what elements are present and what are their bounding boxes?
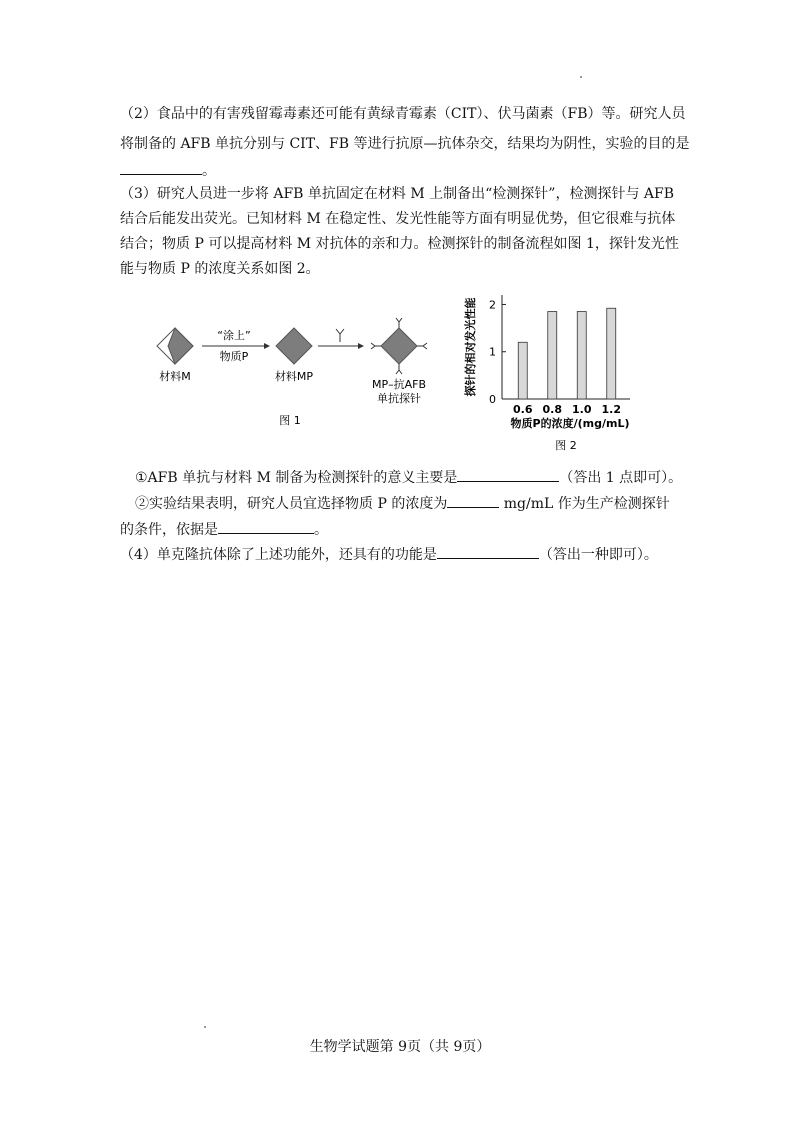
- arrow-label-bottom: 物质P: [219, 350, 249, 363]
- probe-diamond: [381, 328, 417, 364]
- q2-line-1: （2）食品中的有害残留霉毒素还可能有黄绿青霉素（CIT）、伏马菌素（FB）等。研究人员: [120, 106, 686, 122]
- chart-bar: [607, 308, 616, 399]
- q2-line-3: [120, 160, 216, 181]
- chart-y-tick-label: 1: [489, 345, 496, 359]
- answer-blank[interactable]: [437, 544, 539, 559]
- chart-y-tick-label: 2: [489, 298, 496, 312]
- chart-x-tick-label: 0.6: [513, 403, 533, 416]
- chart-x-tick-label: 0.8: [542, 403, 562, 416]
- scan-dot: [204, 1026, 206, 1028]
- chart-bar: [548, 312, 557, 399]
- figure-1-caption: 图 1: [279, 414, 301, 427]
- material-m-label: 材料M: [159, 370, 191, 383]
- q3-line-1: （3）研究人员进一步将 AFB 单抗固定在材料 M 上制备出“检测探针”，检测探针与 AFB: [120, 186, 675, 202]
- probe-label-2: 单抗探针: [377, 392, 421, 405]
- chart-x-tick-label: 1.0: [572, 403, 592, 416]
- chart-y-tick-label: 0: [489, 393, 496, 406]
- figure-2-chart: [460, 285, 650, 455]
- q3-line-4: 能与物质 P 的浓度关系如图 2。: [120, 261, 320, 277]
- material-m-diamond: [157, 328, 193, 364]
- probe-label-1: MP–抗AFB: [371, 378, 427, 391]
- q3-sub-2-unit: mg/mL 作为生产检测探针: [503, 496, 670, 512]
- antibody-icon: [336, 329, 344, 342]
- q3-sub-1: [135, 467, 682, 488]
- arrow-2-head: [358, 343, 364, 349]
- chart-xlabel: 物质P的浓度/(mg/mL): [510, 417, 630, 430]
- material-mp-label: 材料MP: [274, 370, 314, 383]
- q3-line-3: 结合；物质 P 可以提高材料 M 对抗体的亲和力。检测探针的制备流程如图 1，探针发光性: [120, 236, 679, 252]
- chart-ylabel: 探针的相对发光性能: [464, 297, 477, 397]
- material-mp-diamond: [276, 328, 312, 364]
- q3-sub-2: [135, 493, 670, 514]
- arrow-1-head: [264, 343, 270, 349]
- q4-line: [120, 544, 658, 565]
- arrow-label-top: “涂上”: [217, 329, 251, 342]
- chart-bar: [577, 312, 586, 399]
- q2-line-3-end: 。: [202, 163, 216, 179]
- q3-line-2: 结合后能发出荧光。已知材料 M 在稳定性、发光性能等方面有明显优势，但它很难与抗体: [120, 211, 676, 227]
- scan-dot: [580, 76, 582, 78]
- answer-blank[interactable]: [218, 519, 314, 534]
- figure-1: [140, 318, 450, 430]
- chart-x-tick-label: 1.2: [601, 403, 621, 416]
- q4-note: （答出一种即可）。: [538, 547, 658, 563]
- q3-sub-2-text: ②实验结果表明，研究人员宜选择物质 P 的浓度为: [135, 496, 448, 512]
- answer-blank[interactable]: [447, 493, 499, 508]
- q2-line-2: 将制备的 AFB 单抗分别与 CIT、FB 等进行抗原—抗体杂交，结果均为阴性，实验的目的是: [120, 136, 690, 152]
- q3-sub-1-note: （答出 1 点即可）。: [559, 470, 683, 486]
- page-footer: 生物学试题第 9页（共 9页）: [309, 1039, 491, 1055]
- answer-blank[interactable]: [120, 160, 202, 175]
- q3-sub-2-basis: 的条件，依据是: [120, 522, 218, 538]
- figure-2-caption: 图 2: [555, 439, 577, 452]
- q3-sub-2-line-2: [120, 519, 328, 540]
- answer-blank[interactable]: [457, 467, 559, 482]
- chart-bar: [518, 342, 527, 399]
- q4-text: （4）单克隆抗体除了上述功能外，还具有的功能是: [120, 547, 437, 563]
- q3-sub-1-text: ①AFB 单抗与材料 M 制备为检测探针的意义主要是: [135, 470, 458, 486]
- q3-sub-2-end: 。: [314, 522, 328, 538]
